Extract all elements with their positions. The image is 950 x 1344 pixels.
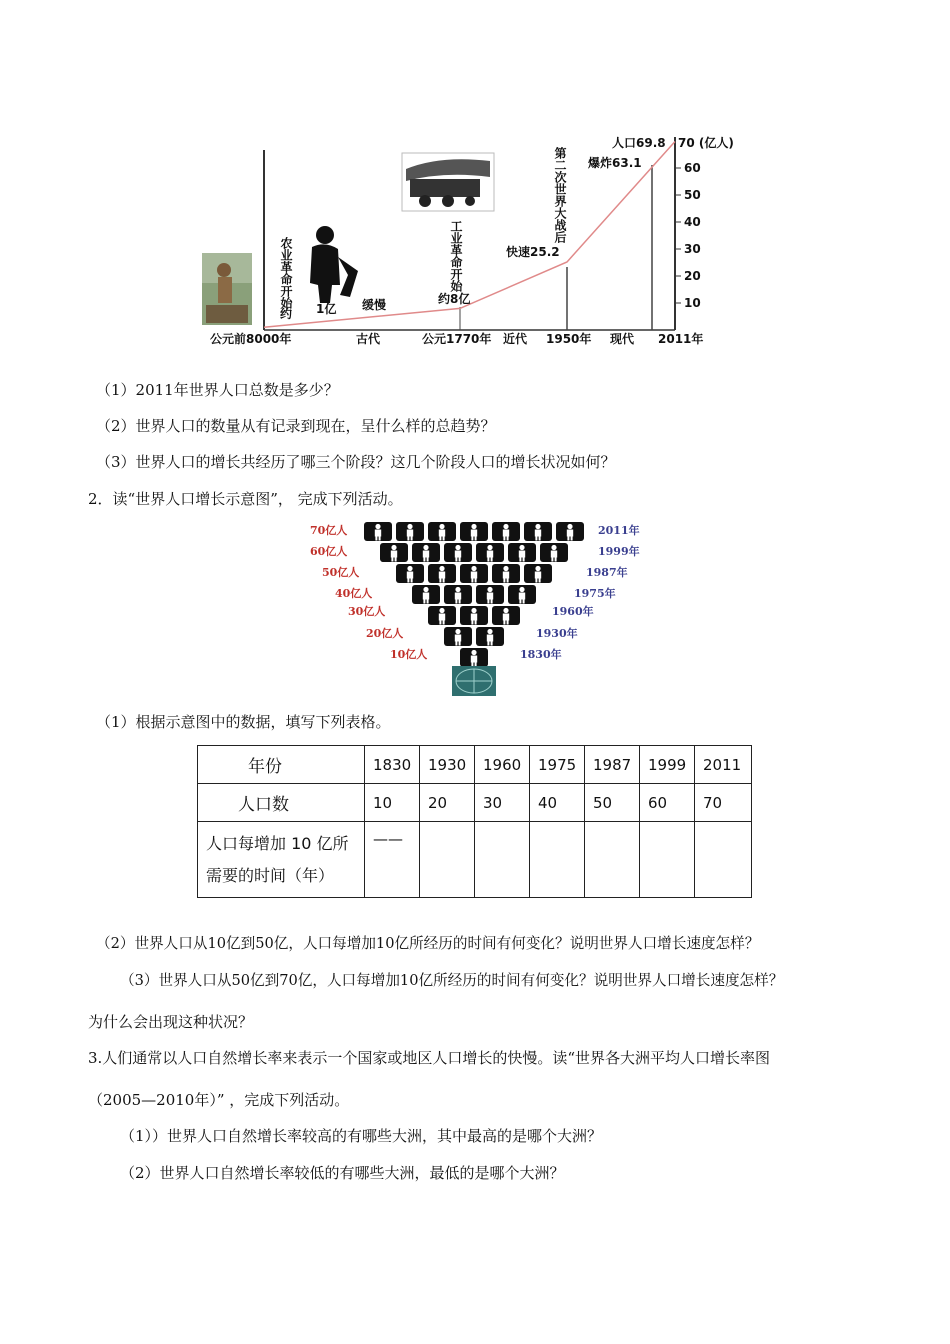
person-icon — [460, 564, 488, 583]
person-icon — [396, 564, 424, 583]
pyramid-year-label: 1930年 — [536, 627, 578, 640]
person-icon — [492, 564, 520, 583]
pyramid-population-labels — [310, 523, 427, 661]
fast-label: 快速25.2 — [506, 245, 560, 259]
slow-label: 缓慢 — [362, 298, 387, 312]
pyramid-person-icons — [364, 522, 584, 667]
x-axis-label: 1950年 — [546, 332, 592, 346]
y-tick-label: 20 — [684, 269, 701, 283]
person-icon — [428, 606, 456, 625]
person-icon — [396, 522, 424, 541]
row-head-pop: 人口数 — [198, 784, 365, 822]
population-growth-chart — [190, 125, 760, 350]
pop-cell: 70 — [695, 784, 752, 822]
pyramid-pop-label: 70亿人 — [310, 524, 348, 537]
row-head-years: 年份 — [198, 746, 365, 784]
interval-cell[interactable] — [420, 822, 475, 898]
pop-cell: 40 — [530, 784, 585, 822]
x-axis-label: 2011年 — [658, 332, 704, 346]
pop-cell: 60 — [640, 784, 695, 822]
person-icon — [476, 627, 504, 646]
year-cell: 1830 — [365, 746, 420, 784]
x-axis-label: 近代 — [503, 332, 528, 346]
pyramid-year-label: 1987年 — [586, 566, 628, 579]
person-icon — [412, 543, 440, 562]
x-axis-label: 公元前8000年 — [210, 332, 292, 346]
pyramid-pop-label: 40亿人 — [335, 587, 373, 600]
person-icon — [540, 543, 568, 562]
y-tick-label: 50 — [684, 188, 701, 202]
farmer-figure — [310, 226, 358, 303]
interval-cell[interactable] — [695, 822, 752, 898]
section2-title: 2．读“世界人口增长示意图”， 完成下列活动。 — [88, 490, 403, 508]
person-icon — [556, 522, 584, 541]
person-icon — [524, 564, 552, 583]
row-head-interval — [198, 822, 365, 898]
x-axis-label: 古代 — [356, 332, 381, 346]
person-icon — [460, 648, 488, 667]
year-cell: 2011 — [695, 746, 752, 784]
person-icon — [444, 585, 472, 604]
y-tick-label: 30 — [684, 242, 701, 256]
year-cell: 1987 — [585, 746, 640, 784]
y-tick-label: 60 — [684, 161, 701, 175]
pyramid-pop-label: 60亿人 — [310, 545, 348, 558]
person-icon — [492, 606, 520, 625]
pop-cell: 30 — [475, 784, 530, 822]
pyramid-year-label: 1960年 — [552, 605, 594, 618]
q1-3: （3）世界人口的增长共经历了哪三个阶段？这几个阶段人口的增长状况如何？ — [96, 453, 616, 471]
year-cell: 1930 — [420, 746, 475, 784]
population-table — [197, 745, 752, 898]
approx-label: 约 — [280, 307, 293, 321]
industrial-revolution-label: 工业革命开始 — [449, 220, 463, 292]
interval-cell[interactable] — [640, 822, 695, 898]
section3-line2: （2005—2010年）” ，完成下列活动。 — [88, 1091, 350, 1109]
x-axis-labels — [210, 331, 703, 346]
person-icon — [508, 543, 536, 562]
pop-1-label: 1亿 — [316, 302, 337, 316]
y-tick-label: 40 — [684, 215, 701, 229]
year-cell: 1999 — [640, 746, 695, 784]
pop-8-label: 约8亿 — [438, 292, 471, 306]
population-pyramid — [300, 518, 650, 700]
y-axis-ticks — [675, 161, 701, 310]
pop-cell: 20 — [420, 784, 475, 822]
q2-1: （1）根据示意图中的数据，填写下列表格。 — [96, 713, 391, 731]
agri-revolution-label: 农业革命开始 — [279, 237, 293, 309]
interval-cell[interactable] — [530, 822, 585, 898]
interval-cell-first: —— — [365, 822, 420, 898]
y-axis-top-label: 70 (亿人) — [678, 136, 734, 150]
ww2-label: 第二次世界大战后 — [553, 147, 567, 243]
primitive-man-picture — [202, 253, 252, 325]
x-axis-label: 现代 — [610, 332, 635, 346]
q2-3-line1: （3）世界人口从50亿到70亿，人口每增加10亿所经历的时间有何变化？说明世界人口增长速度怎样？ — [120, 972, 784, 989]
pyramid-year-label: 1975年 — [574, 587, 616, 600]
pop-698-label: 人口69.8 — [612, 136, 666, 150]
pyramid-pop-label: 50亿人 — [322, 566, 360, 579]
person-icon — [380, 543, 408, 562]
year-cell: 1975 — [530, 746, 585, 784]
interval-cell[interactable] — [585, 822, 640, 898]
person-icon — [444, 543, 472, 562]
person-icon — [460, 522, 488, 541]
row-head-interval-line1: 人口每增加 10 亿所 — [206, 834, 349, 853]
person-icon — [476, 543, 504, 562]
person-icon — [444, 627, 472, 646]
table-row-interval — [198, 822, 752, 898]
pop-cell: 10 — [365, 784, 420, 822]
person-icon — [428, 522, 456, 541]
q3-2: （2）世界人口自然增长率较低的有哪些大洲，最低的是哪个大洲？ — [120, 1164, 565, 1182]
explode-label: 爆炸63.1 — [588, 156, 642, 170]
person-icon — [428, 564, 456, 583]
pyramid-pop-label: 20亿人 — [366, 627, 404, 640]
q2-2: （2）世界人口从10亿到50亿，人口每增加10亿所经历的时间有何变化？说明世界人口增长速度怎样？ — [96, 935, 760, 952]
x-axis-label: 公元1770年 — [422, 332, 492, 346]
person-icon — [508, 585, 536, 604]
year-cell: 1960 — [475, 746, 530, 784]
q3-1: （1））世界人口自然增长率较高的有哪些大洲，其中最高的是哪个大洲？ — [120, 1127, 603, 1145]
train-picture — [402, 153, 494, 211]
pyramid-pop-label: 10亿人 — [390, 648, 428, 661]
table-row-years — [198, 746, 752, 784]
pyramid-pop-label: 30亿人 — [348, 605, 386, 618]
table-row-pop — [198, 784, 752, 822]
pyramid-year-label: 1999年 — [598, 545, 640, 558]
person-icon — [364, 522, 392, 541]
y-tick-label: 10 — [684, 296, 701, 310]
interval-cell[interactable] — [475, 822, 530, 898]
pyramid-year-label: 2011年 — [598, 524, 640, 537]
row-head-interval-line2: 需要的时间（年） — [206, 866, 335, 885]
pop-cell: 50 — [585, 784, 640, 822]
q1-1: （1）2011年世界人口总数是多少？ — [96, 381, 339, 399]
globe-icon — [452, 666, 496, 696]
section3-line1: 3.人们通常以人口自然增长率来表示一个国家或地区人口增长的快慢。读“世界各大洲平均人口增长率图 — [88, 1049, 770, 1067]
person-icon — [524, 522, 552, 541]
q2-3-line2: 为什么会出现这种状况？ — [88, 1013, 254, 1031]
person-icon — [460, 606, 488, 625]
person-icon — [412, 585, 440, 604]
pyramid-year-label: 1830年 — [520, 648, 562, 661]
person-icon — [492, 522, 520, 541]
q1-2: （2）世界人口的数量从有记录到现在，呈什么样的总趋势？ — [96, 417, 496, 435]
person-icon — [476, 585, 504, 604]
pyramid-year-labels — [520, 523, 640, 661]
